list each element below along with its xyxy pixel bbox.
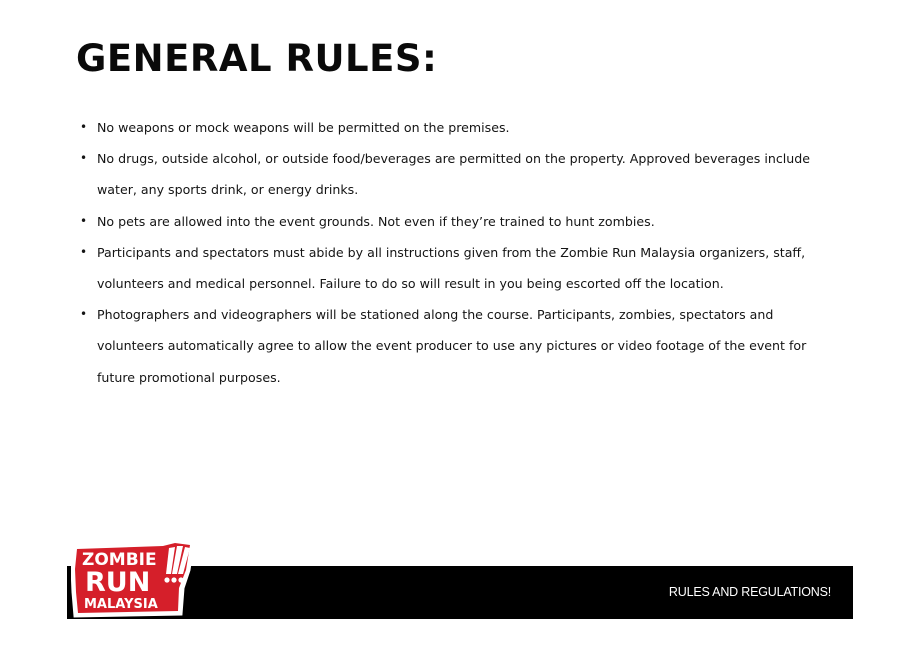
rule-item <box>80 237 840 299</box>
rule-item <box>80 143 840 205</box>
rule-text: No drugs, outside alcohol, or outside food/beverages are permitted on the property. Approved beverages include water, any sports drink, or energy drinks. <box>97 151 810 198</box>
rule-item <box>80 206 840 237</box>
logo-graphic <box>71 540 195 618</box>
bullet-icon: • <box>80 120 88 134</box>
rule-text: No pets are allowed into the event grounds. Not even if they’re trained to hunt zombies. <box>97 213 655 229</box>
bullet-icon: • <box>80 151 88 166</box>
bullet-icon: • <box>80 307 88 322</box>
logo-word-zombie: ZOMBIE <box>82 550 157 570</box>
footer-caption: RULES AND REGULATIONS! <box>668 585 831 599</box>
rule-text: No weapons or mock weapons will be permitted on the premises. <box>97 120 510 135</box>
rule-text: Participants and spectators must abide by all instructions given from the Zombie Run Malaysia organizers, staff, volunteers and medical personnel. Failure to do so will result in you being escorted off the location. <box>97 244 806 292</box>
bullet-icon: • <box>80 244 88 259</box>
rules-list <box>80 112 840 393</box>
logo-word-malaysia: MALAYSIA <box>84 597 158 612</box>
rule-item <box>80 112 840 143</box>
bullet-icon: • <box>80 213 88 228</box>
zombie-run-malaysia-logo <box>71 540 195 618</box>
rule-text: Photographers and videographers will be stationed along the course. Participants, zombies, spectators and volunteers automatically agree to allow the event producer to use any pictures or video footage of the event for future promotional purposes. <box>97 307 807 385</box>
rule-item <box>80 299 840 393</box>
logo-word-run: RUN <box>85 567 151 598</box>
page-title: GENERAL RULES: <box>76 37 438 80</box>
